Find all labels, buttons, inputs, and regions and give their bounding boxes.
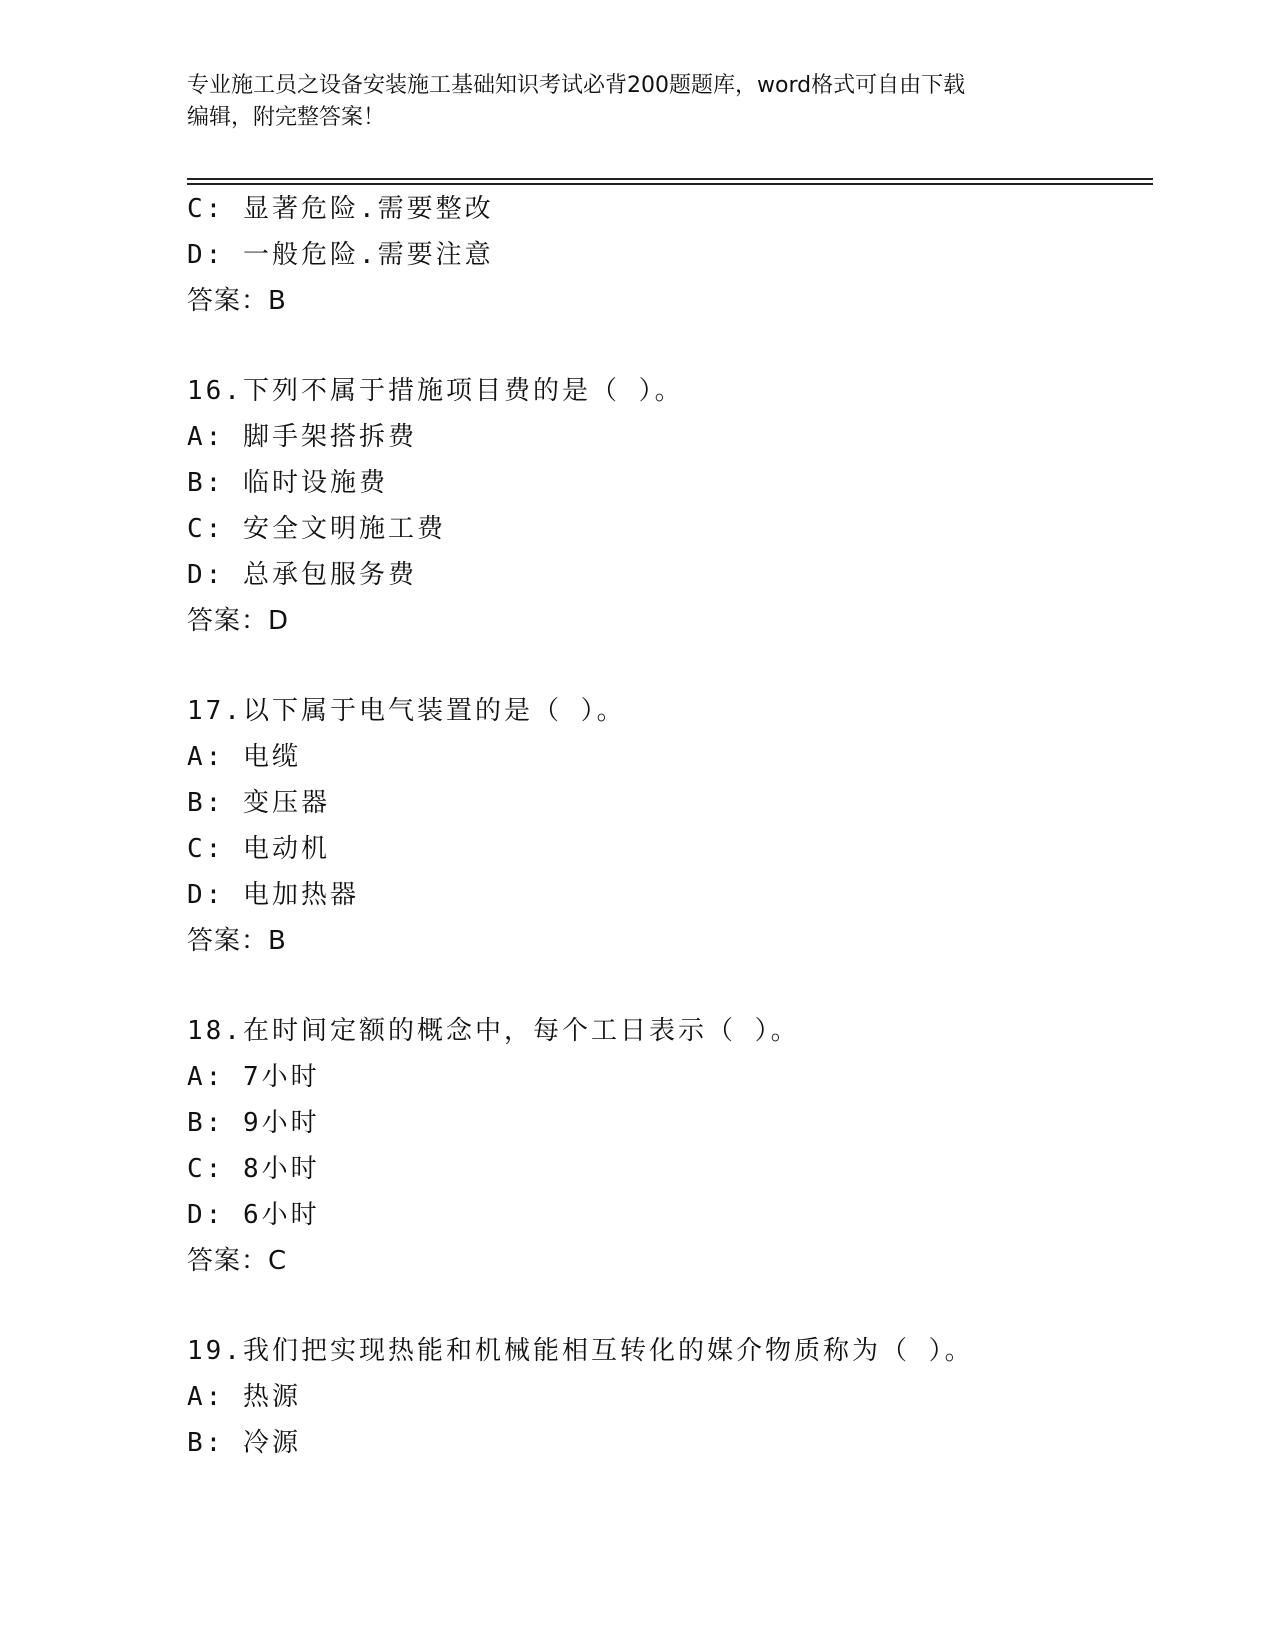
question-stem: 17.以下属于电气装置的是（ ）。 <box>187 696 626 726</box>
option-d: D: 6小时 <box>187 1200 320 1230</box>
question-block-16 <box>187 368 1147 644</box>
question-block-17 <box>187 688 1147 964</box>
question-block-15-continued <box>187 186 1147 324</box>
option-b: B: 冷源 <box>187 1428 301 1458</box>
option-a: A: 脚手架搭拆费 <box>187 422 417 452</box>
option-d: D: 电加热器 <box>187 880 359 910</box>
question-block-18 <box>187 1008 1147 1284</box>
option-b: B: 变压器 <box>187 788 330 818</box>
header-title-line-1: 专业施工员之设备安装施工基础知识考试必背200题题库，word格式可自由下载 <box>187 73 966 98</box>
option-c: C: 电动机 <box>187 834 330 864</box>
header-divider-top <box>187 178 1153 180</box>
document-header <box>187 70 1087 134</box>
question-stem: 19.我们把实现热能和机械能相互转化的媒介物质称为（ ）。 <box>187 1336 974 1366</box>
answer-line: 答案：B <box>187 286 287 316</box>
answer-line: 答案：C <box>187 1246 288 1276</box>
option-a: A: 热源 <box>187 1382 301 1412</box>
option-b: B: 临时设施费 <box>187 468 388 498</box>
answer-line: 答案：D <box>187 606 290 636</box>
option-c: C: 安全文明施工费 <box>187 514 446 544</box>
option-d: D: 总承包服务费 <box>187 560 417 590</box>
header-title-line-2: 编辑，附完整答案！ <box>187 105 386 130</box>
header-divider-bottom <box>187 183 1153 185</box>
question-stem: 16.下列不属于措施项目费的是（ ）。 <box>187 376 684 406</box>
answer-line: 答案：B <box>187 926 287 956</box>
question-stem: 18.在时间定额的概念中，每个工日表示（ ）。 <box>187 1016 800 1046</box>
question-block-19 <box>187 1328 1147 1466</box>
question-list <box>187 186 1147 1466</box>
option-a: A: 7小时 <box>187 1062 320 1092</box>
option-c: C: 显著危险.需要整改 <box>187 194 494 224</box>
option-a: A: 电缆 <box>187 742 301 772</box>
option-b: B: 9小时 <box>187 1108 320 1138</box>
option-c: C: 8小时 <box>187 1154 320 1184</box>
option-d: D: 一般危险.需要注意 <box>187 240 494 270</box>
